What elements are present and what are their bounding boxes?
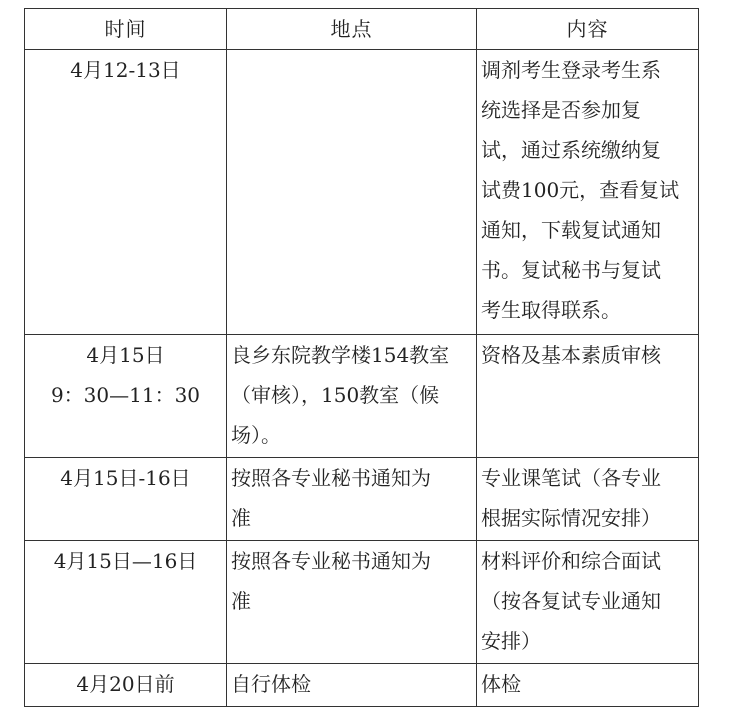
- time-text: 4月15日—16日: [53, 549, 198, 573]
- content-text: 体检: [481, 672, 521, 696]
- time-cell: [25, 541, 227, 664]
- content-text: 根据实际情况安排）: [481, 506, 661, 530]
- header-time: 时间: [25, 9, 227, 50]
- header-content: 内容: [477, 9, 699, 50]
- time-text: 4月15日-16日: [60, 466, 191, 490]
- place-text: 良乡东院教学楼154教室: [231, 343, 450, 367]
- place-text: 准: [231, 506, 251, 530]
- place-cell: [227, 335, 477, 458]
- content-text: 试费100元，查看复试: [481, 178, 680, 202]
- content-text: （按各复试专业通知: [481, 589, 661, 613]
- place-cell: [227, 541, 477, 664]
- content-cell: [477, 335, 699, 458]
- schedule-table: [24, 8, 699, 707]
- table-row: [25, 664, 699, 707]
- header-row: [25, 9, 699, 50]
- content-text: 通知，下载复试通知: [481, 218, 661, 242]
- content-text: 资格及基本素质审核: [481, 343, 661, 367]
- time-text: 4月15日: [86, 343, 165, 367]
- place-text: 场）。: [231, 423, 281, 447]
- schedule-document: [24, 8, 699, 707]
- time-text: 4月12-13日: [70, 58, 181, 82]
- content-text: 试，通过系统缴纳复: [481, 138, 661, 162]
- content-text: 安排）: [481, 629, 541, 653]
- place-text: 按照各专业秘书通知为: [231, 549, 431, 573]
- place-text: 自行体检: [231, 672, 311, 696]
- time-text: 9：30—11：30: [50, 383, 201, 407]
- content-text: 书。复试秘书与复试: [481, 258, 661, 282]
- place-cell: [227, 50, 477, 335]
- content-text: 统选择是否参加复: [481, 98, 641, 122]
- place-cell: [227, 664, 477, 707]
- table-row: [25, 541, 699, 664]
- content-cell: [477, 541, 699, 664]
- time-cell: [25, 335, 227, 458]
- time-cell: [25, 458, 227, 541]
- content-cell: [477, 50, 699, 335]
- table-row: [25, 458, 699, 541]
- content-text: 材料评价和综合面试: [481, 549, 661, 573]
- content-cell: [477, 664, 699, 707]
- time-cell: [25, 50, 227, 335]
- header-place: 地点: [227, 9, 477, 50]
- place-text: 按照各专业秘书通知为: [231, 466, 431, 490]
- table-row: [25, 50, 699, 335]
- place-cell: [227, 458, 477, 541]
- content-text: 调剂考生登录考生系: [481, 58, 661, 82]
- place-text: （审核），150教室（候: [231, 383, 440, 407]
- time-text: 4月20日前: [76, 672, 175, 696]
- content-cell: [477, 458, 699, 541]
- table-row: [25, 335, 699, 458]
- place-text: 准: [231, 589, 251, 613]
- time-cell: [25, 664, 227, 707]
- content-text: 专业课笔试（各专业: [481, 466, 661, 490]
- content-text: 考生取得联系。: [481, 298, 621, 322]
